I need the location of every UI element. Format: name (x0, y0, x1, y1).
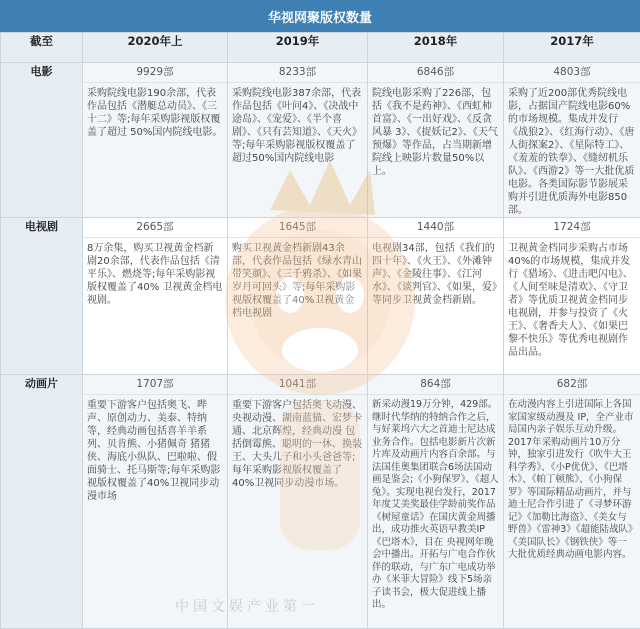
year-header: 2020年上 (83, 33, 228, 63)
description-text: 重要下游客户包括奥飞、哔声、原创动力、美泰、特纳等，经典动画包括喜羊羊系列、贝肯熊、小猪佩奇 猪猪侠、海底小纵队、巴啦啦、假面骑士、托马斯等;每年采购影视版权覆盖了40%卫视同步动漫市场 (83, 395, 227, 503)
count-value: 682部 (504, 375, 640, 395)
description-text: 8万余集，购买卫视黄金档新剧20余部，代表作品包括《清平乐》、燃烧等;每年采购影视版权覆盖了40% 卫视黄金档电视剧。 (83, 238, 227, 307)
description-text: 重要下游客户包括奥飞动漫、央视动漫、湖南蓝猫、宏梦卡通、北京辉煌，经典动漫 包括倒霉熊、聪明的一休、换装王、大头儿子和小头爸爸等;每年采购影视版权覆盖了40%卫视同步动漫市场。 (228, 395, 367, 490)
data-cell (228, 375, 368, 629)
count-value: 2665部 (83, 218, 227, 238)
year-header: 2019年 (228, 33, 368, 63)
data-cell (504, 218, 640, 375)
table-row-tv-series (1, 218, 640, 375)
data-cell (504, 63, 640, 218)
watermark-text: 中国文娱产业第一 (175, 596, 319, 616)
count-value: 9929部 (83, 63, 227, 83)
description-text: 卫视黄金档同步采购占市场40%的市场规模，集成并发行《猎场》、《进击吧闪电》、《人间至味是清欢》、《守卫者》等优质卫视黄金档同步电视剧，并参与投资了《火王》、《奢香夫人》、《如果巴黎不快乐》等优秀电视剧作品出品。 (504, 238, 640, 359)
table-title: 华视网聚版权数量 (0, 0, 640, 32)
data-cell (368, 218, 504, 375)
year-header: 2017年 (504, 33, 640, 63)
description-text: 采购院线电影387余部，代表作品包括《叶问4》、《决战中途岛》、《宠爱》、《半个喜剧》、《只有芸知道》、《天火》等;每年采购影视版权覆盖了超过50%国内院线电影 (228, 83, 367, 165)
count-value: 4803部 (504, 63, 640, 83)
description-text: 采购了近200部优秀院线电影，占据国产院线电影60%的市场规模。集成并发行《战狼2》、《红海行动》、《唐人街探案2》、《星际特工》、《羞羞的铁拳》、《缝纫机乐队》、《西游2》等一大批优质电影。各类国际影节影展采购并引进优质海外电影850部。 (504, 83, 640, 217)
row-label: 电影 (1, 63, 83, 218)
data-cell (368, 375, 504, 629)
row-label: 电视剧 (1, 218, 83, 375)
data-cell (83, 63, 228, 218)
count-value: 1724部 (504, 218, 640, 238)
data-cell (83, 218, 228, 375)
header-row (1, 33, 640, 63)
row-label: 动画片 (1, 375, 83, 629)
description-text: 新采动漫19万分钟，429部。继时代华纳的特纳合作之后，与好莱坞六大之首迪士尼达成业务合作。包括电影新片次新片库及动画片内容百余部。与法国佳奥集团联合6场法国动画是鉴会;《小狗保罗》、《超人兔》。实现电视台发行，2017年度艾美奖最佳学龄前奖作品《树屋童话》在国庆黄金周播出，成功推火英语早教美IP《巴塔木》，目在 央视网年晚会中播出。开拓与广电合作伙伴的联动，与广东广电成功举办《米菲大冒险》线下5场亲子读书会，极大促进线上播出。 (368, 395, 503, 612)
count-value: 6846部 (368, 63, 503, 83)
data-cell (228, 63, 368, 218)
description-text: 在动漫内容上引进国际上各国家国家级动漫及 IP，全产业市局国内亲子娱乐互动升级。2017年采购动画片10万分钟，独家引进发行《吹牛大王科学秀》、《小P优优》、《巴塔木》、《帕丁顿熊》、《小狗保罗》等国际精品动画片，并与迪士尼合作引进了《寻梦环游记》《加勒比海盗》、《美女与野兽》《雷神3》《超能陆战队》《美国队长》《钢铁侠》等一大批优质经典动画电影内容。 (504, 395, 640, 562)
table-row-animation (1, 375, 640, 629)
count-value: 8233部 (228, 63, 367, 83)
data-cell (368, 63, 504, 218)
count-value: 1707部 (83, 375, 227, 395)
data-cell (504, 375, 640, 629)
data-cell (83, 375, 228, 629)
description-text: 电视剧34部，包括《我们的四十年》、《火王》、《外滩钟声》、《金陵往事》、《江河水》、《谈判官》、《如果，爱》等同步卫视黄金档新剧。 (368, 238, 503, 307)
description-text: 院线电影采购了226部，包括《我不是药神》、《西虹柿首富》、《一出好戏》、《反贪风暴 3》、《捉妖记2》、《天气预爆》等作品，占当期新增院线上映影片数量50%以上。 (368, 83, 503, 178)
data-cell (228, 218, 368, 375)
description-text: 采购院线电影190余部，代表作品包括《潜艇总动员》、《三十二》等;每年采购影视版权覆盖了超过 50%国内院线电影。 (83, 83, 227, 139)
count-value: 864部 (368, 375, 503, 395)
copyright-count-table (0, 32, 640, 629)
description-text: 购买卫视黄金档新剧43余部，代表作品包括《绿水青山带笑颜》、《三千鸦杀》、《如果岁月可回头》等;每年采购影视版权覆盖了40%卫视黄金档电视剧 (228, 238, 367, 320)
corner-header: 截至 (1, 33, 83, 63)
table-row-film (1, 63, 640, 218)
count-value: 1645部 (228, 218, 367, 238)
count-value: 1440部 (368, 218, 503, 238)
count-value: 1041部 (228, 375, 367, 395)
year-header: 2018年 (368, 33, 504, 63)
